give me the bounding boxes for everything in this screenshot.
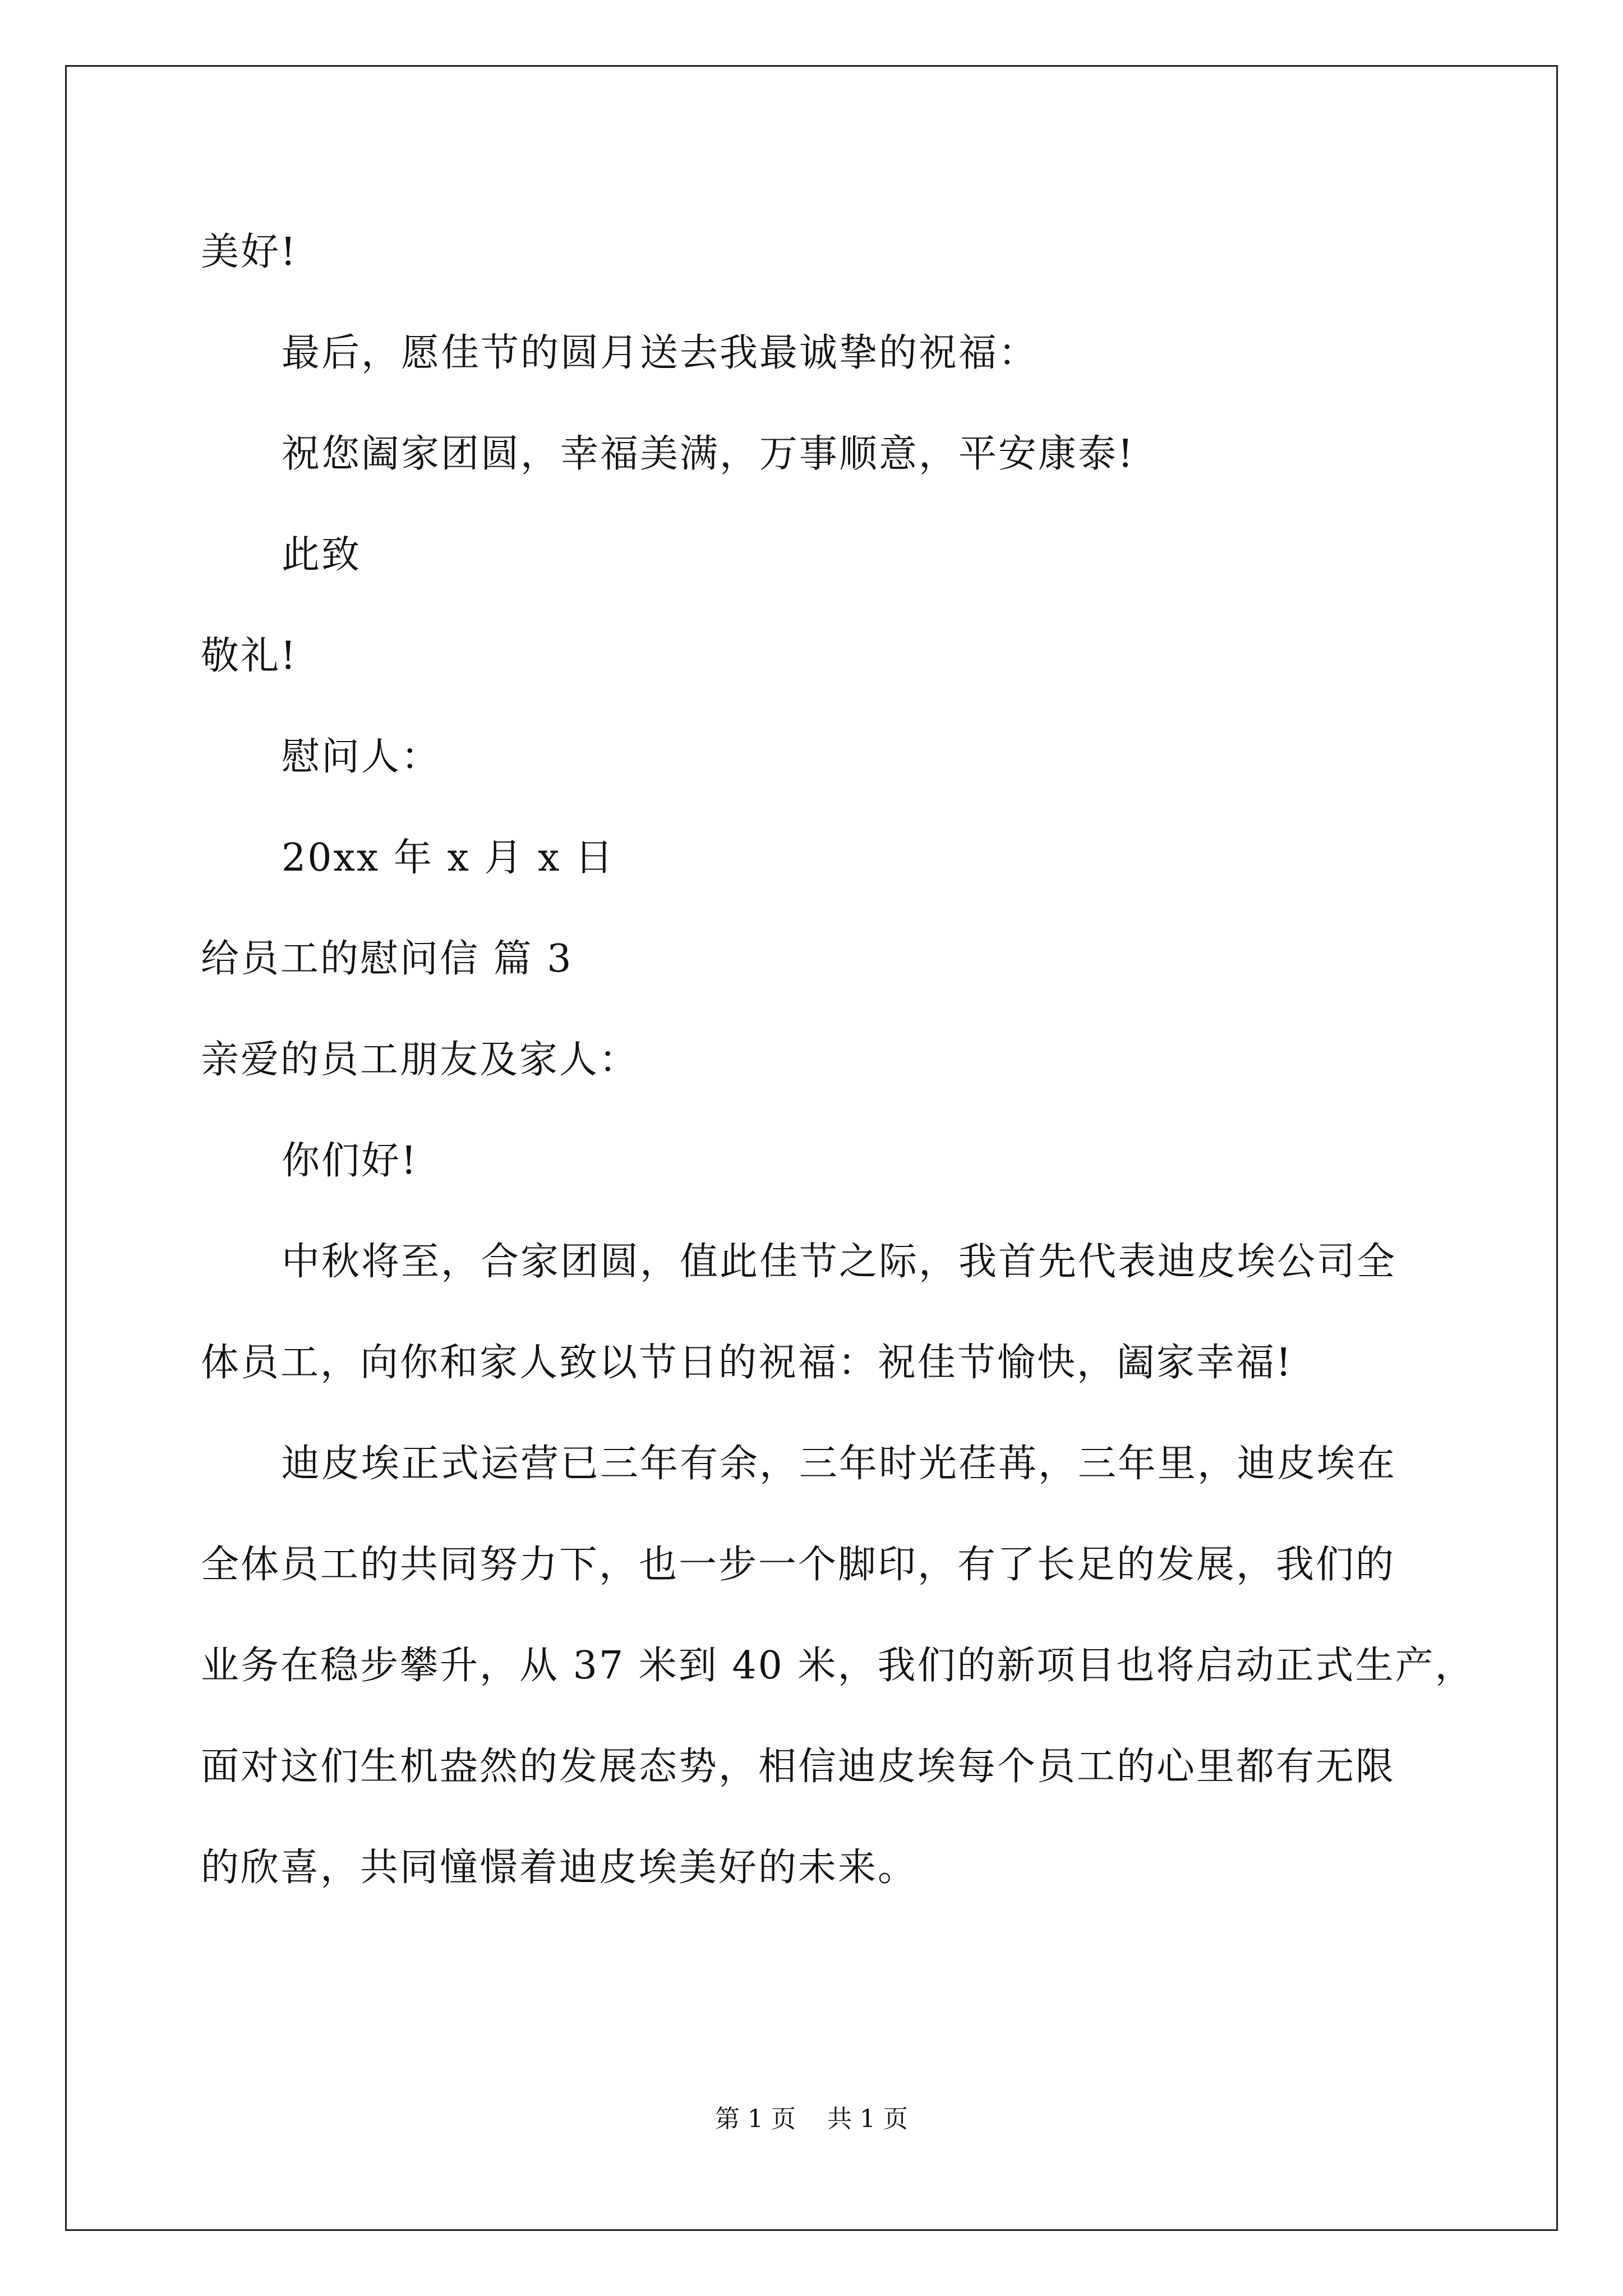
text-line-signer: 慰问人： bbox=[282, 735, 441, 779]
text-line-regards: 敬礼! bbox=[201, 634, 298, 678]
text-line-greeting: 亲爱的员工朋友及家人： bbox=[201, 1038, 639, 1082]
text-line-hello: 你们好! bbox=[282, 1139, 418, 1183]
text-line-salutation: 此致 bbox=[282, 533, 362, 577]
page-footer: 第 1 页 共 1 页 bbox=[715, 2105, 908, 2133]
paragraph-2-line-3: 业务在稳步攀升，从 37 米到 40 米，我们的新项目也将启动正式生产， bbox=[201, 1644, 1475, 1688]
paragraph-2-line-4: 面对这们生机盎然的发展态势，相信迪皮埃每个员工的心里都有无限 bbox=[201, 1745, 1396, 1789]
paragraph-2-line-5: 的欣喜，共同憧憬着迪皮埃美好的未来。 bbox=[201, 1846, 918, 1890]
section-heading: 给员工的慰问信 篇 3 bbox=[201, 937, 573, 981]
text-line-blessing: 祝您阖家团圆，幸福美满，万事顺意，平安康泰! bbox=[282, 432, 1135, 476]
paragraph-1-line-1: 中秋将至，合家团圆，值此佳节之际，我首先代表迪皮埃公司全 bbox=[282, 1240, 1397, 1284]
text-line-closing-continuation: 美好! bbox=[201, 230, 298, 274]
paragraph-2-line-2: 全体员工的共同努力下，也一步一个脚印，有了长足的发展，我们的 bbox=[201, 1543, 1396, 1587]
text-line-final-wishes: 最后，愿佳节的圆月送去我最诚挚的祝福： bbox=[282, 331, 1039, 375]
paragraph-1-line-2: 体员工，向你和家人致以节日的祝福：祝佳节愉快，阖家幸福! bbox=[201, 1341, 1293, 1385]
paragraph-2-line-1: 迪皮埃正式运营已三年有余，三年时光荏苒，三年里，迪皮埃在 bbox=[282, 1442, 1397, 1486]
text-line-date: 20xx 年 x 月 x 日 bbox=[282, 836, 615, 880]
